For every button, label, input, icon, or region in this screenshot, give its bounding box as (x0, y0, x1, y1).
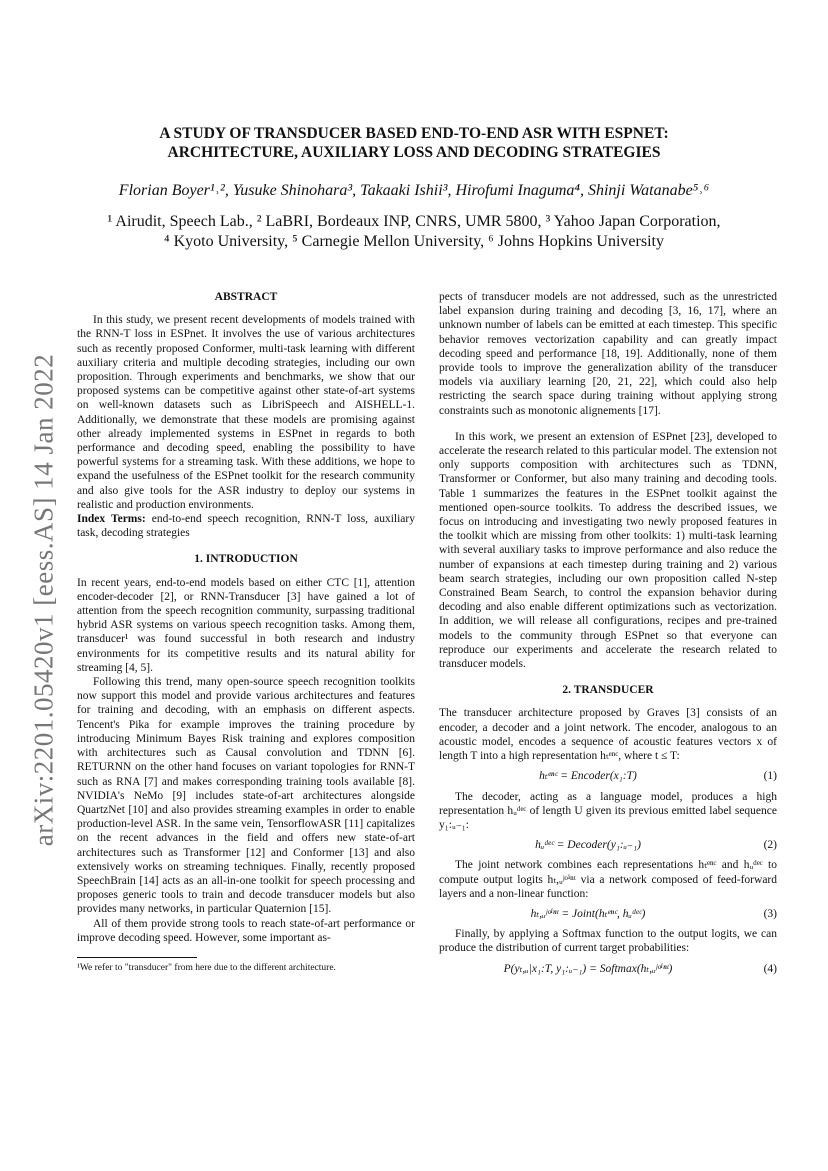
footnote: ¹We refer to "transducer" from here due to the different architecture. (77, 962, 336, 973)
right-paragraph-1: pects of transducer models are not addressed, such as the unrestricted label expansion during training and decoding [3, 16, 17], where an unknown number of labels can be emitted at each timestep. This specific behavior removes vectorization capability and can greatly impact decoding speed and performance [18, 19]. Additionally, none of them provide tools to improve the generalization ability of the transducer models via auxiliary learning [20, 21, 22], which could also help restricting the search space during training without applying strong constraints such as monotonic alignements [17]. (439, 291, 777, 417)
affiliations (78, 212, 750, 252)
equation-2-number: (2) (763, 839, 777, 852)
equation-3-number: (3) (763, 907, 777, 920)
intro-paragraph-3: All of them provide strong tools to reach state-of-art performance or improve decoding speed. However, some important as- (77, 917, 415, 944)
equation-4-body: P(yₜ,ᵤ|x₁:T, y₁:ᵤ₋₁) = Softmax(hₜ,ᵤʲᵒⁱⁿᵗ) (503, 962, 673, 975)
intro-paragraph-1: In recent years, end-to-end models based on either CTC [1], attention encoder-decoder [2], or RNN-Transducer [3] have gained a lot of attention from the speech recognition community, surpassing traditional hybrid ASR systems on various speech recognition tasks. Among them, transducer¹ was found successful in both research and industry environments for its competitive results and its natural ability for streaming [4, 5]. (77, 576, 415, 674)
paper-title-line-2: ARCHITECTURE, AUXILIARY LOSS AND DECODING STRATEGIES (167, 144, 661, 161)
equation-1-body: hₜᵉⁿᶜ = Encoder(x₁:T) (539, 770, 637, 783)
left-column (77, 290, 415, 975)
index-terms (77, 512, 415, 540)
transducer-paragraph-1: The transducer architecture proposed by Graves [3] consists of an encoder, a decoder and a joint network. The encoder, analogous to an acoustic model, encodes a sequence of acoustic features vectors x of length T into a high representation hₜᵉⁿᶜ, where t ≤ T: (439, 707, 777, 763)
affiliation-line-2: ⁴ Kyoto University, ⁵ Carnegie Mellon University, ⁶ Johns Hopkins University (164, 233, 664, 250)
index-terms-text: end-to-end speech recognition, RNN-T loss, auxiliary task, decoding strategies (77, 513, 415, 540)
equation-4-number: (4) (763, 962, 777, 975)
footnote-rule (77, 957, 197, 958)
intro-paragraph-2: Following this trend, many open-source speech recognition toolkits now support this model and provide various architectures and features for training and decoding, with an emphasis on different aspects. Tencent's Pika for example improves the training procedure by introducing Minimum Bayes Risk training and explores composition with architectures such as Causal convolution and TDNN [6]. RETURNN on the other hand focuses on variant topologies for RNN-T such as RNA [7] and makes corresponding training tools available [8]. NVIDIA's NeMo [9] includes state-of-art architectures alongside QuartzNet [10] and also provides streaming examples in order to enable production-level ASR. In the same vein, TensorflowASR [11] capitalizes on the recent advances in the field and offers new state-of-art architectures such as Transformer [12] and Conformer [13] and also extensively works on streaming techniques. Finally, recently proposed SpeechBrain [14] acts as an all-in-one toolkit for speech processing and proposes generic tools to train and decode transducer models but also provides many networks, in particular Quaternion [15]. (77, 676, 415, 916)
abstract-text: In this study, we present recent developments of models trained with the RNN-T loss in ESPnet. It involves the use of various architectures such as recently proposed Conformer, multi-task learning with different auxiliary criteria and multiple decoding strategies, including our own proposition. Through experiments and benchmarks, we show that our proposed systems can be competitive against other state-of-art systems on well-known datasets such as LibriSpeech and AISHELL-1. Additionally, we demonstrate that these models are promising against other already implemented systems in ESPnet in regards to both performance and decoding speed, enabling the possibility to have powerful systems for a streaming task. With these additions, we hope to expand the usefulness of the ESPnet toolkit for the research community and also give tools for the ASR industry to deploy our systems in realistic and production environments. (77, 314, 415, 511)
equation-3 (439, 907, 777, 921)
equation-2 (439, 838, 777, 852)
right-paragraph-2: In this work, we present an extension of ESPnet [23], developed to accelerate the research related to this particular model. The extension not only supports composition with architectures such as TDNN, Transformer or Conformer, but also many training and decoding tools. Table 1 summarizes the features in the ESPnet toolkit against the mentioned open-source toolkits. To address the described issues, we focus on introducing and investigating two newly proposed features in the toolkit which are missing from other toolkits: 1) multi-task learning with several auxiliary tasks to improve performance and also reduce the number of expansions at each timestep during training and 2) various beam search strategies, including our own proposition called N-step Constrained Beam Search, to control the expansion behavior during decoding and also enable different optimizations such as vectorization. In addition, we will release all configurations, recipes and pre-trained models to the community through ESPnet so that everyone can reproduce our experiments and accelerate the research related to transducer models. (439, 430, 777, 671)
arxiv-sidebar (14, 330, 74, 870)
transducer-paragraph-3: The joint network combines each representations hₜᵉⁿᶜ and hᵤᵈᵉᶜ to compute output logits hₜ,ᵤʲᵒⁱⁿᵗ via a network composed of feed-forward layers and a non-linear function: (439, 859, 777, 900)
paper-title-line-1: A STUDY OF TRANSDUCER BASED END-TO-END ASR WITH ESPNET: (159, 125, 669, 142)
equation-3-body: hₜ,ᵤʲᵒⁱⁿᵗ = Joint(hₜᵉⁿᶜ, hᵤᵈᵉᶜ) (530, 907, 646, 920)
transducer-paragraph-4: Finally, by applying a Softmax function to the output logits, we can produce the distribution of current target probabilities: (439, 928, 777, 955)
right-column (439, 290, 777, 982)
author-list: Florian Boyer¹˒², Yusuke Shinohara³, Takaaki Ishii³, Hirofumi Inaguma⁴, Shinji Watanabe⁵˒⁶ (118, 182, 710, 199)
equation-2-body: hᵤᵈᵉᶜ = Decoder(y₁:ᵤ₋₁) (535, 839, 641, 852)
affiliation-line-1: ¹ Airudit, Speech Lab., ² LaBRI, Bordeaux INP, CNRS, UMR 5800, ³ Yahoo Japan Corporation, (107, 213, 721, 230)
index-terms-label: Index Terms: (77, 513, 146, 526)
paper-header (78, 124, 750, 252)
introduction-heading: 1. INTRODUCTION (194, 553, 298, 566)
abstract-heading: ABSTRACT (214, 291, 278, 303)
equation-1-number: (1) (763, 770, 777, 783)
transducer-paragraph-2: The decoder, acting as a language model, produces a high representation hᵤᵈᵉᶜ of length U given its previous emitted label sequence y₁:ᵤ₋₁: (439, 790, 777, 831)
equation-4 (439, 962, 777, 976)
equation-1 (439, 769, 777, 783)
arxiv-identifier: arXiv:2201.05420v1 [eess.AS] 14 Jan 2022 (28, 353, 59, 847)
transducer-heading: 2. TRANSDUCER (562, 684, 654, 697)
